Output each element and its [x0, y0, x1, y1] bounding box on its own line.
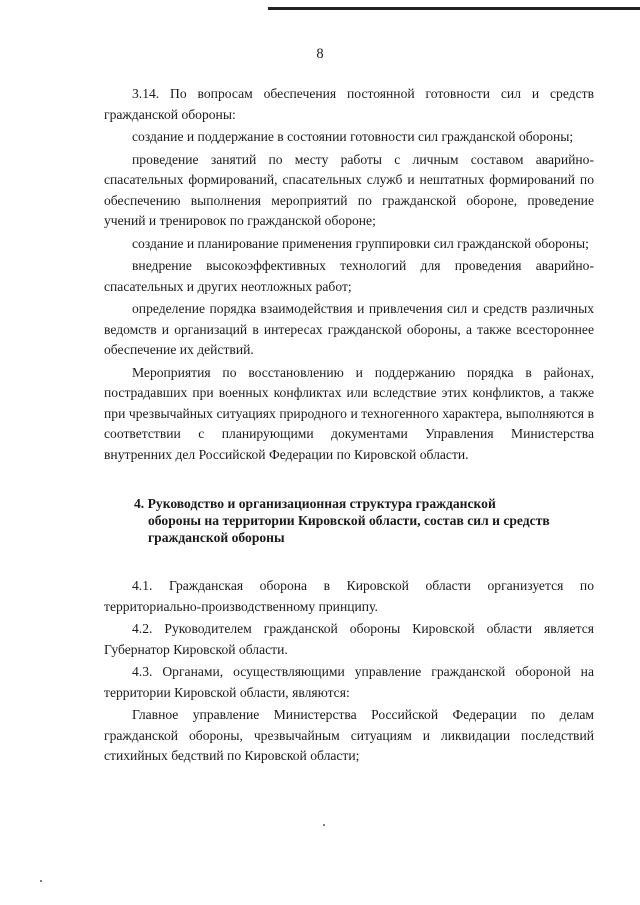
section-4-heading [104, 495, 594, 546]
paragraph-item: определение порядка взаимодействия и привлечения сил и средств различных ведомств и организаций в интересах гражданской обороны, а также всестороннее обеспечение их действий. [104, 301, 594, 357]
paragraph-item: Главное управление Министерства Российской Федерации по делам гражданской обороны, чрезвычайным ситуациям и ликвидации последствий стихийных бедствий по Кировской области; [104, 707, 594, 763]
top-border-line [268, 7, 640, 10]
paragraph-item: Мероприятия по восстановлению и поддержанию порядка в районах, пострадавших при военных конфликтах или вследствие этих конфликтов, а также при чрезвычайных ситуациях природного и техногенного характера, выполняются в соответствии с планирующими документами Управления Министерства внутренних дел Российской Федерации по Кировской области. [104, 364, 594, 462]
scan-artifact [323, 824, 325, 826]
paragraph-4-3: 4.3. Органами, осуществляющими управление гражданской обороной на территории Кировской области, являются: [104, 664, 594, 700]
paragraph-item: создание и поддержание в состоянии готовности сил гражданской обороны; [132, 129, 574, 144]
section-heading-line: 4. Руководство и организационная структура гражданской [134, 496, 496, 511]
section-heading-line: гражданской обороны [148, 530, 285, 545]
page-number: 8 [316, 46, 324, 62]
paragraph-item: создание и планирование применения группировки сил гражданской обороны; [132, 235, 589, 251]
paragraph-item: внедрение высокоэффективных технологий для проведения аварийно-спасательных и других неотложных работ; [104, 258, 594, 294]
document-body [104, 84, 594, 769]
paragraph-3-14: 3.14. По вопросам обеспечения постоянной готовности сил и средств гражданской обороны: [104, 86, 594, 122]
scan-artifact [40, 880, 42, 882]
paragraph-item: проведение занятий по месту работы с личным составом аварийно-спасательных формирований, спасательных служб и нештатных формирований по обеспечению выполнения мероприятий по гражданской обороне, проведение учений и тренировок по гражданской обороне; [104, 151, 594, 228]
paragraph-4-2: 4.2. Руководителем гражданской обороны Кировской области является Губернатор Кировской области. [104, 621, 594, 657]
section-heading-line: обороны на территории Кировской области, состав сил и средств [148, 513, 550, 528]
paragraph-4-1: 4.1. Гражданская оборона в Кировской области организуется по территориально-производственному принципу. [104, 578, 594, 614]
